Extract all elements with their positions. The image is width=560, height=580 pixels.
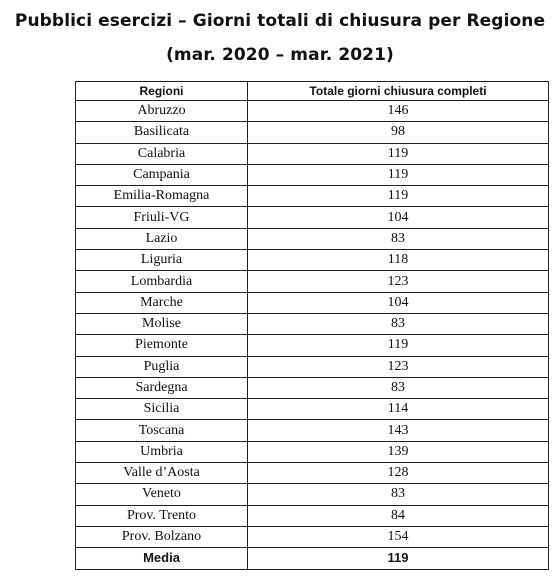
table-footer-row [76,548,549,569]
days-cell: 104 [248,292,549,313]
days-cell: 139 [248,441,549,462]
days-cell: 104 [248,207,549,228]
region-cell: Umbria [76,441,248,462]
region-cell: Liguria [76,250,248,271]
days-cell: 123 [248,271,549,292]
footer-value: 119 [248,548,549,569]
table-row [76,313,549,334]
header-total-days: Totale giorni chiusura completi [248,82,549,101]
region-cell: Toscana [76,420,248,441]
table-row [76,505,549,526]
region-cell: Lombardia [76,271,248,292]
days-cell: 143 [248,420,549,441]
days-cell: 98 [248,122,549,143]
closure-days-table [75,81,549,570]
table-row [76,463,549,484]
table-row [76,399,549,420]
region-cell: Prov. Bolzano [76,526,248,547]
region-cell: Emilia-Romagna [76,186,248,207]
region-cell: Molise [76,313,248,334]
days-cell: 146 [248,101,549,122]
days-cell: 83 [248,377,549,398]
table-row [76,228,549,249]
region-cell: Veneto [76,484,248,505]
days-cell: 84 [248,505,549,526]
days-cell: 83 [248,313,549,334]
region-cell: Calabria [76,143,248,164]
table-row [76,441,549,462]
table-row [76,484,549,505]
footer-label: Media [76,548,248,569]
table-row [76,122,549,143]
table-row [76,526,549,547]
days-cell: 119 [248,143,549,164]
days-cell: 118 [248,250,549,271]
days-cell: 83 [248,484,549,505]
region-cell: Abruzzo [76,101,248,122]
table-row [76,250,549,271]
region-cell: Sardegna [76,377,248,398]
days-cell: 128 [248,463,549,484]
days-cell: 123 [248,356,549,377]
region-cell: Marche [76,292,248,313]
table-row [76,143,549,164]
days-cell: 154 [248,526,549,547]
region-cell: Prov. Trento [76,505,248,526]
days-cell: 119 [248,164,549,185]
days-cell: 83 [248,228,549,249]
days-cell: 119 [248,335,549,356]
table-row [76,292,549,313]
table-body [76,101,549,548]
table-row [76,420,549,441]
region-cell: Puglia [76,356,248,377]
page-subtitle: (mar. 2020 – mar. 2021) [166,45,394,65]
table-row [76,207,549,228]
table-row [76,164,549,185]
page-title: Pubblici esercizi – Giorni totali di chiusura per Regione [14,11,546,31]
days-cell: 119 [248,186,549,207]
table-row [76,101,549,122]
region-cell: Campania [76,164,248,185]
days-cell: 114 [248,399,549,420]
region-cell: Sicilia [76,399,248,420]
table-row [76,377,549,398]
region-cell: Valle d’Aosta [76,463,248,484]
table-row [76,186,549,207]
region-cell: Piemonte [76,335,248,356]
region-cell: Lazio [76,228,248,249]
region-cell: Friuli-VG [76,207,248,228]
region-cell: Basilicata [76,122,248,143]
table-header-row [76,82,549,101]
table-row [76,271,549,292]
header-region: Regioni [76,82,248,101]
table-row [76,335,549,356]
table-row [76,356,549,377]
